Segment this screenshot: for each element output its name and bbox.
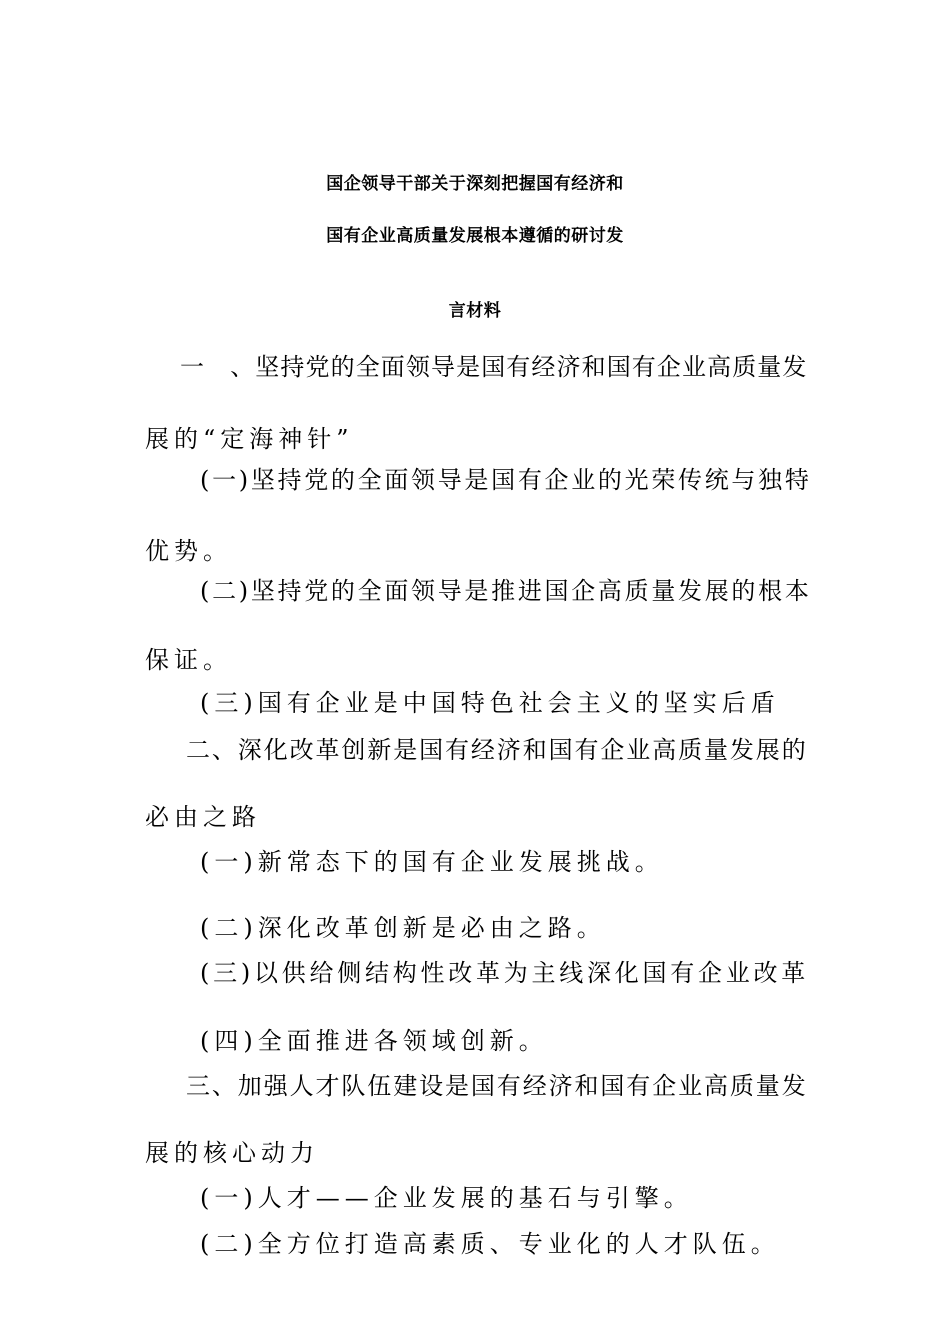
section-2-heading-line-1: 二、深化改革创新是国有经济和国有企业高质量发展的 xyxy=(186,736,808,764)
section-1-paragraph-3: (三)国有企业是中国特色社会主义的坚实后盾 xyxy=(200,689,780,717)
section-3-paragraph-2: (二)全方位打造高素质、专业化的人才队伍。 xyxy=(200,1230,780,1258)
section-3-heading-line-2: 展的核心动力 xyxy=(145,1139,319,1167)
section-2-paragraph-1: (一)新常态下的国有企业发展挑战。 xyxy=(200,848,664,876)
document-title-line-3: 言材料 xyxy=(448,301,502,321)
section-1-paragraph-1-line-2: 优势。 xyxy=(145,537,232,565)
document-title-line-2: 国有企业高质量发展根本遵循的研讨发 xyxy=(326,226,624,246)
section-1-paragraph-2-line-1: (二)坚持党的全面领导是推进国企高质量发展的根本 xyxy=(200,577,812,605)
section-1-paragraph-1-line-1: (一)坚持党的全面领导是国有企业的光荣传统与独特 xyxy=(200,466,812,494)
section-2-paragraph-2: (二)深化改革创新是必由之路。 xyxy=(200,914,606,942)
section-2-paragraph-3: (三)以供给侧结构性改革为主线深化国有企业改革 xyxy=(200,959,809,987)
section-2-heading-line-2: 必由之路 xyxy=(145,803,261,831)
section-1-paragraph-2-line-2: 保证。 xyxy=(145,646,232,674)
section-3-heading-line-1: 三、加强人才队伍建设是国有经济和国有企业高质量发 xyxy=(186,1072,808,1100)
section-3-paragraph-1: (一)人才——企业发展的基石与引擎。 xyxy=(200,1184,693,1212)
section-1-heading-line-2: 展的“定海神针” xyxy=(145,425,354,453)
section-2-paragraph-4: (四)全面推进各领域创新。 xyxy=(200,1027,548,1055)
document-title-line-1: 国企领导干部关于深刻把握国有经济和 xyxy=(326,174,624,194)
section-1-heading-line-1: 一 、坚持党的全面领导是国有经济和国有企业高质量发 xyxy=(180,353,808,381)
